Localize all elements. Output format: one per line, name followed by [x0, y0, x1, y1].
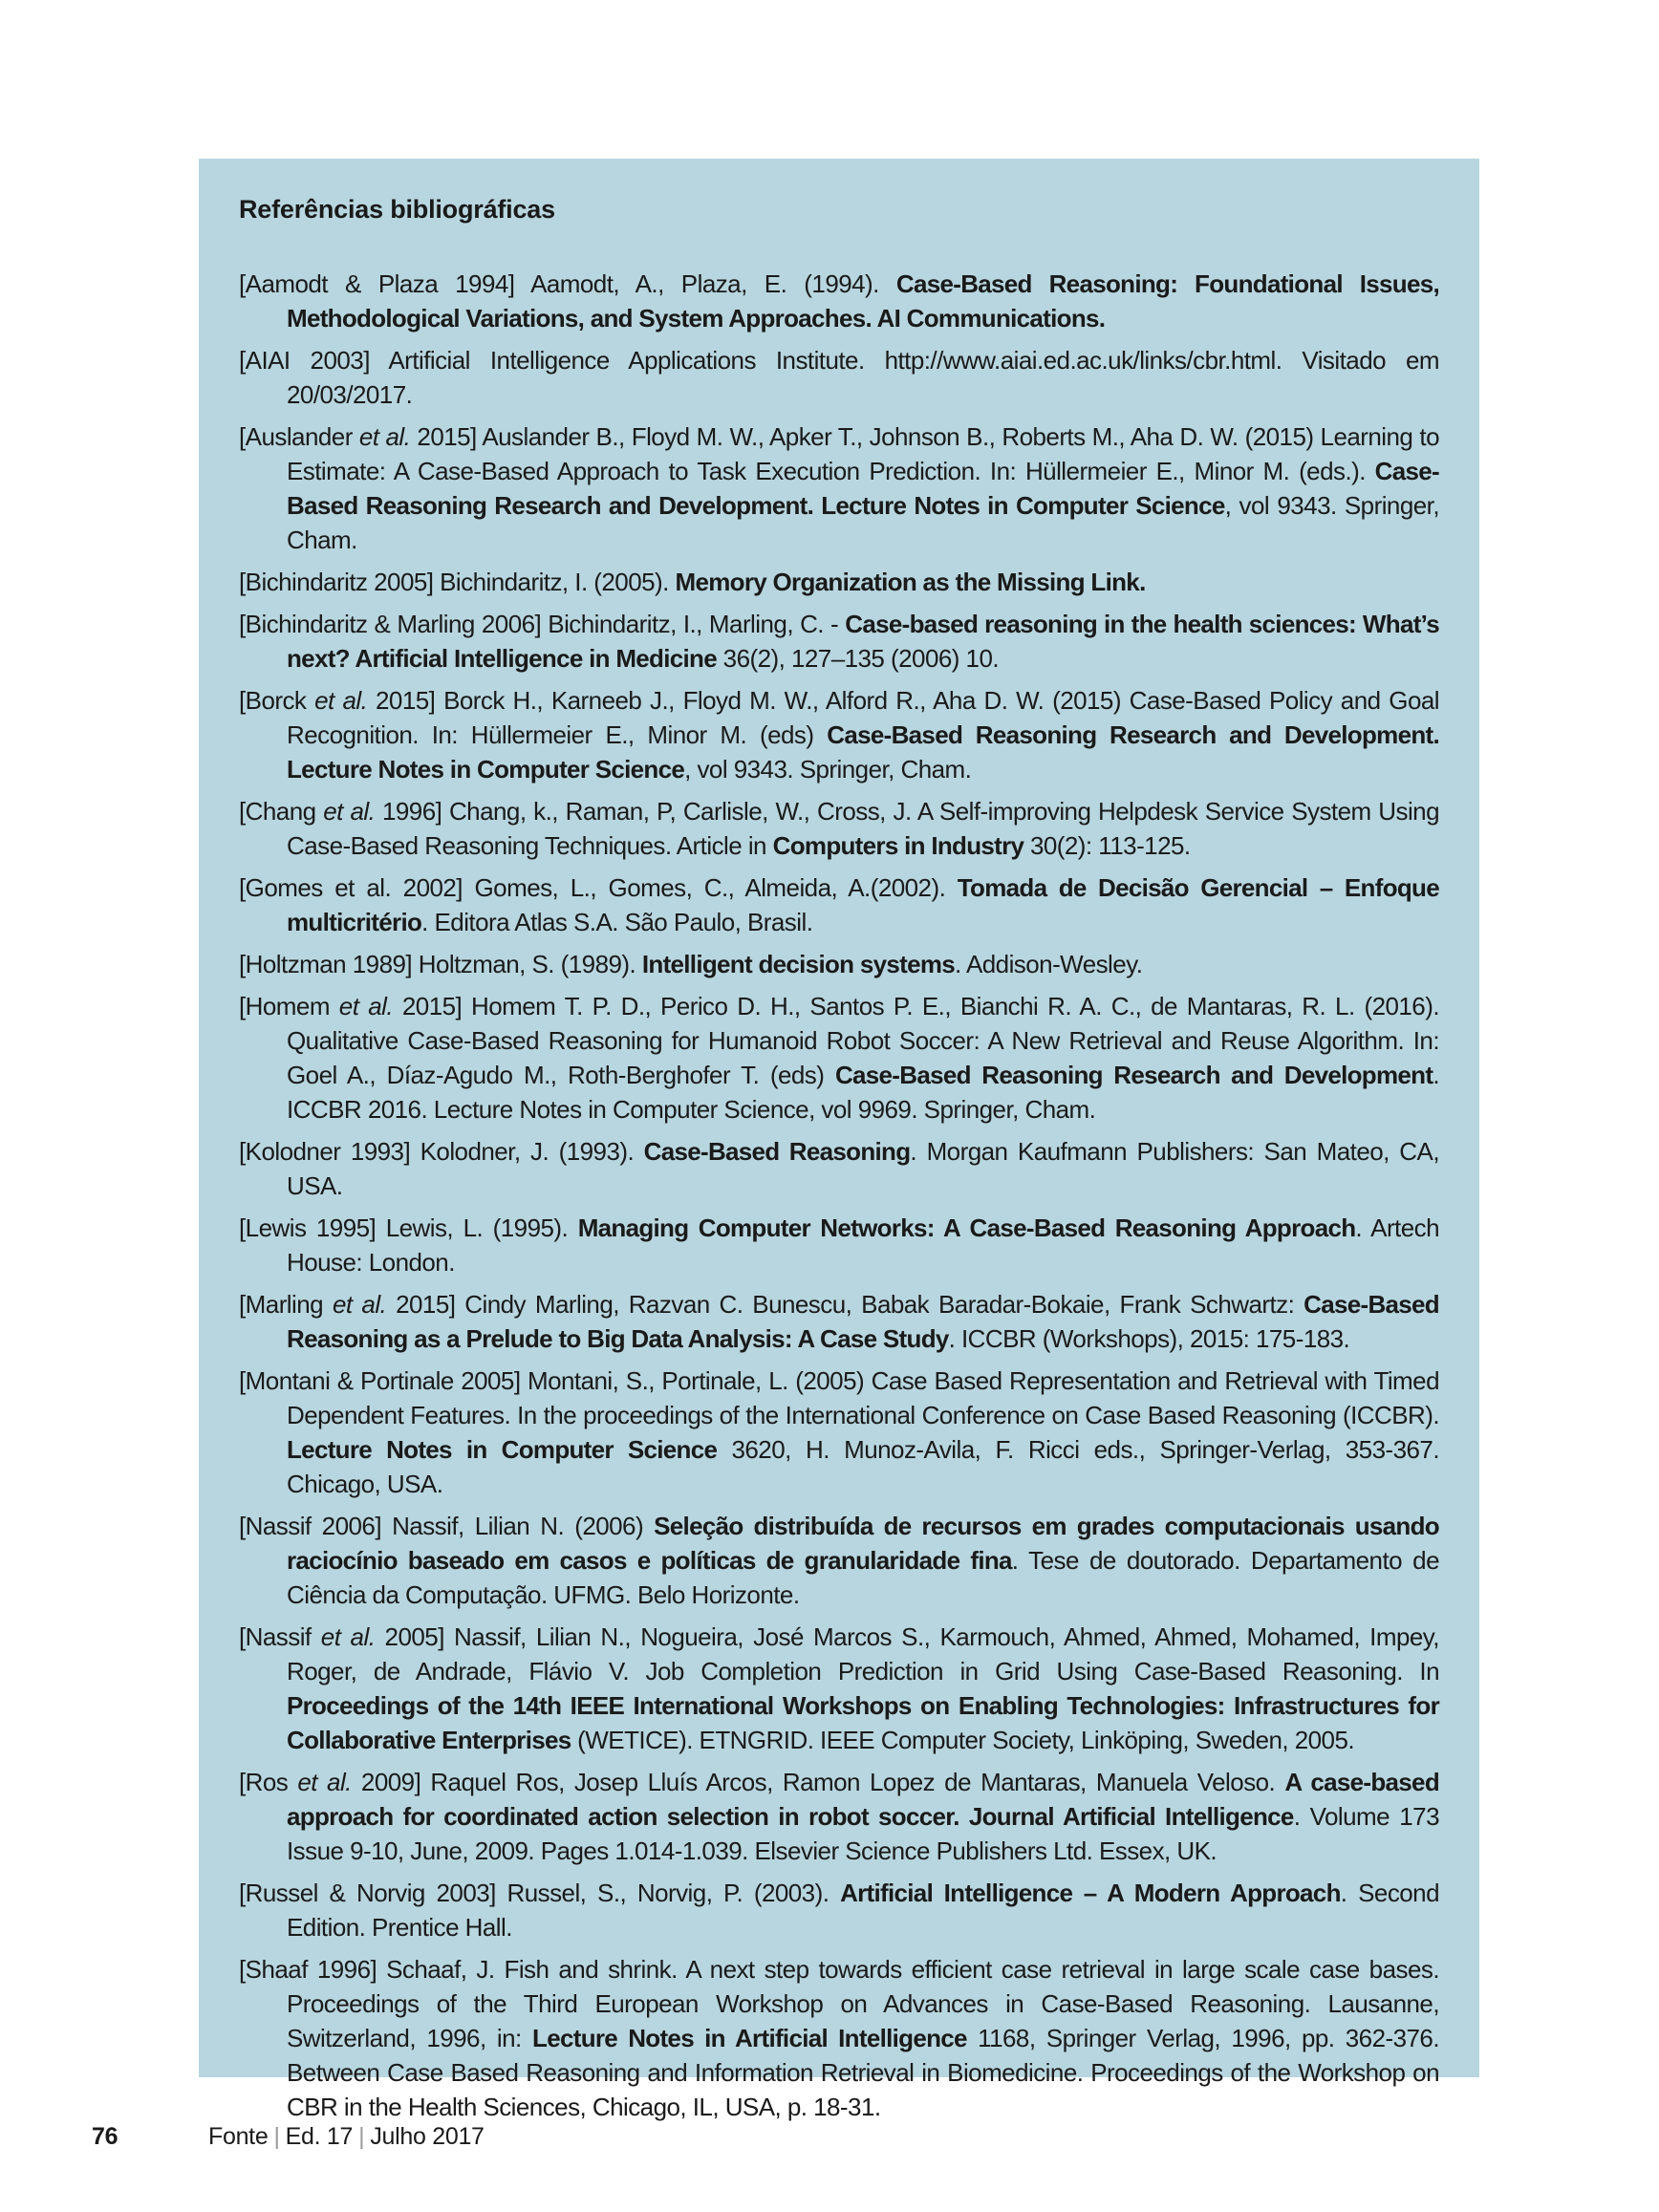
reference-title: Seleção distribuída de recursos em grades computacionais usando raciocínio baseado em casos e políticas de granularidade fina [287, 1512, 1439, 1575]
reference-etal: et al. [297, 1768, 352, 1796]
reference-title: A case-based approach for coordinated action selection in robot soccer. Journal Artificial Intelligence [287, 1768, 1440, 1831]
reference-item [239, 1211, 1439, 1279]
reference-etal: et al. [320, 1622, 376, 1651]
reference-item [239, 1509, 1439, 1612]
reference-text: [Homem [239, 992, 339, 1020]
reference-text: [Lewis 1995] Lewis, L. (1995). [239, 1213, 578, 1242]
reference-text: 2005] Nassif, Lilian N., Nogueira, José Marcos S., Karmouch, Ahmed, Ahmed, Mohamed, Impey, Roger, de Andrade, Flávio V. Job Completion Prediction in Grid Using Case-Based Reasoning. In [287, 1622, 1439, 1686]
reference-item [239, 794, 1439, 863]
reference-item [239, 683, 1439, 786]
reference-title: Case-Based Reasoning as a Prelude to Big Data Analysis: A Case Study [287, 1290, 1439, 1353]
reference-item [239, 1364, 1439, 1501]
reference-text: 36(2), 127–135 (2006) 10. [717, 644, 1000, 673]
reference-title: Case-Based Reasoning [643, 1137, 911, 1166]
reference-item [239, 1952, 1439, 2124]
reference-text: 2015] Borck H., Karneeb J., Floyd M. W., Alford R., Aha D. W. (2015) Case-Based Policy and Goal Recognition. In: Hüllermeier E., Minor M. (eds) [287, 686, 1439, 749]
reference-title: Memory Organization as the Missing Link. [675, 568, 1146, 596]
reference-item [239, 947, 1439, 981]
reference-text: [Bichindaritz & Marling 2006] Bichindaritz, I., Marling, C. - [239, 610, 846, 638]
reference-text: [Borck [239, 686, 315, 715]
reference-title: Case-Based Reasoning Research and Development. Lecture Notes in Computer Science [287, 457, 1439, 520]
reference-text: [Russel & Norvig 2003] Russel, S., Norvig, P. (2003). [239, 1879, 841, 1907]
page-number: 76 [92, 2123, 118, 2150]
reference-item [239, 565, 1439, 599]
reference-text: 1996] Chang, k., Raman, P, Carlisle, W., Cross, J. A Self-improving Helpdesk Service System Using Case-Based Reasoning Techniques. Article in [287, 797, 1440, 860]
reference-text: 2015] Cindy Marling, Razvan C. Bunescu, Babak Baradar-Bokaie, Frank Schwartz: [386, 1290, 1304, 1319]
reference-title: Proceedings of the 14th IEEE International Workshops on Enabling Technologies: Infrastructures for Collaborative Enterprises [287, 1691, 1439, 1754]
footer-separator: | [273, 2123, 280, 2150]
reference-text: . Addison-Wesley. [955, 950, 1143, 978]
reference-text: [Aamodt & Plaza 1994] Aamodt, A., Plaza, E. (1994). [239, 269, 896, 298]
reference-text: [AIAI 2003] Artificial Intelligence Applications Institute. http://www.aiai.ed.ac.uk/links/cbr.html. Visitado em 20/03/2017. [239, 346, 1439, 409]
reference-text: [Chang [239, 797, 324, 826]
reference-title: Tomada de Decisão Gerencial – Enfoque multicritério [287, 873, 1439, 936]
reference-text: 2015] Auslander B., Floyd M. W., Apker T., Johnson B., Roberts M., Aha D. W. (2015) Learning to Estimate: A Case-Based Approach to Task Execution Prediction. In: Hüllermeier E., Minor M. (eds.). [287, 422, 1439, 485]
reference-item [239, 1287, 1439, 1356]
reference-text: , vol 9343. Springer, Cham. [287, 491, 1439, 554]
reference-text: [Montani & Portinale 2005] Montani, S., Portinale, L. (2005) Case Based Representation and Retrieval with Timed Dependent Features. In the proceedings of the International Conference on Case Based Reasoning (ICCBR). [239, 1366, 1439, 1429]
reference-item [239, 870, 1439, 939]
reference-text: (WETICE). ETNGRID. IEEE Computer Society, Linköping, Sweden, 2005. [571, 1726, 1355, 1754]
reference-item [239, 267, 1439, 335]
reference-item [239, 1134, 1439, 1203]
reference-item [239, 1765, 1439, 1868]
reference-item [239, 1876, 1439, 1944]
reference-text: [Gomes et al. 2002] Gomes, L., Gomes, C., Almeida, A.(2002). [239, 873, 958, 902]
reference-text: [Marling [239, 1290, 333, 1319]
reference-title: Computers in Industry [772, 831, 1024, 860]
reference-text: [Shaaf 1996] Schaaf, J. Fish and shrink. A next step towards efficient case retrieval in large scale case bases. Proceedings of the Third European Workshop on Advances in Case-Based Reasoning. Lausanne, Switzerland, 1996, in: [239, 1955, 1439, 2052]
reference-text: . Second Edition. Prentice Hall. [287, 1879, 1440, 1942]
reference-item [239, 989, 1439, 1127]
reference-title: Lecture Notes in Artificial Intelligence [532, 2024, 967, 2052]
reference-text: [Nassif [239, 1622, 321, 1651]
edition: Ed. 17 [285, 2123, 354, 2150]
reference-etal: et al. [314, 686, 368, 715]
footer-separator: | [358, 2123, 365, 2150]
publication-name: Fonte [208, 2123, 269, 2150]
reference-etal: et al. [358, 422, 411, 451]
reference-title: Case-Based Reasoning: Foundational Issues, Methodological Variations, and System Approaches. AI Communications. [287, 269, 1440, 333]
reference-title: Intelligent decision systems [641, 950, 956, 978]
reference-text: 1168, Springer Verlag, 1996, pp. 362-376. Between Case Based Reasoning and Information Retrieval in Biomedicine. Proceedings of the Workshop on CBR in the Health Sciences, Chicago, IL, USA, p. 18-31. [287, 2024, 1439, 2121]
reference-text: , vol 9343. Springer, Cham. [684, 755, 972, 784]
reference-item [239, 343, 1439, 412]
reference-text: . Volume 173 Issue 9-10, June, 2009. Pages 1.014-1.039. Elsevier Science Publishers Ltd. Essex, UK. [287, 1802, 1439, 1865]
reference-text: [Kolodner 1993] Kolodner, J. (1993). [239, 1137, 644, 1166]
references-box [199, 159, 1479, 2121]
reference-text: [Nassif 2006] Nassif, Lilian N. (2006) [239, 1512, 655, 1540]
reference-title: Artificial Intelligence – A Modern Approach [840, 1879, 1341, 1907]
reference-title: Lecture Notes in Computer Science [287, 1435, 718, 1464]
reference-text: . ICCBR (Workshops), 2015: 175-183. [948, 1324, 1350, 1353]
section-title: Referências bibliográficas [239, 195, 555, 224]
reference-etal: et al. [332, 1290, 387, 1319]
reference-etal: et al. [338, 992, 394, 1020]
publication-info [208, 2123, 485, 2151]
reference-text: . Morgan Kaufmann Publishers: San Mateo, CA, USA. [287, 1137, 1439, 1200]
reference-text: [Bichindaritz 2005] Bichindaritz, I. (2005). [239, 568, 676, 596]
reference-item [239, 1620, 1439, 1757]
reference-text: [Auslander [239, 422, 359, 451]
reference-title: Case-based reasoning in the health sciences: What’s next? Artificial Intelligence in Medicine [287, 610, 1439, 673]
reference-text: 30(2): 113-125. [1023, 831, 1191, 860]
reference-title: Case-Based Reasoning Research and Development [834, 1061, 1433, 1089]
reference-text: . Editora Atlas S.A. São Paulo, Brasil. [421, 908, 813, 936]
reference-item [239, 607, 1439, 676]
reference-list [239, 267, 1439, 2124]
reference-text: 2009] Raquel Ros, Josep Lluís Arcos, Ramon Lopez de Mantaras, Manuela Veloso. [351, 1768, 1285, 1796]
reference-text: [Ros [239, 1768, 298, 1796]
reference-etal: et al. [323, 797, 376, 826]
reference-item [239, 419, 1439, 557]
reference-title: Case-Based Reasoning Research and Development. Lecture Notes in Computer Science [287, 720, 1439, 784]
reference-text: . ICCBR 2016. Lecture Notes in Computer Science, vol 9969. Springer, Cham. [287, 1061, 1439, 1124]
reference-title: Managing Computer Networks: A Case-Based Reasoning Approach [577, 1213, 1356, 1242]
reference-text: . Tese de doutorado. Departamento de Ciência da Computação. UFMG. Belo Horizonte. [287, 1546, 1440, 1609]
reference-text: [Holtzman 1989] Holtzman, S. (1989). [239, 950, 642, 978]
issue-date: Julho 2017 [370, 2123, 485, 2150]
reference-text: 2015] Homem T. P. D., Perico D. H., Santos P. E., Bianchi R. A. C., de Mantaras, R. L. (2016). Qualitative Case-Based Reasoning for Humanoid Robot Soccer: A New Retrieval and Reuse Algorithm. In: Goel A., Díaz-Agudo M., Roth-Berghofer T. (eds) [287, 992, 1439, 1089]
reference-text: 3620, H. Munoz-Avila, F. Ricci eds., Springer-Verlag, 353-367. Chicago, USA. [287, 1435, 1439, 1498]
reference-text: . Artech House: London. [287, 1213, 1439, 1277]
